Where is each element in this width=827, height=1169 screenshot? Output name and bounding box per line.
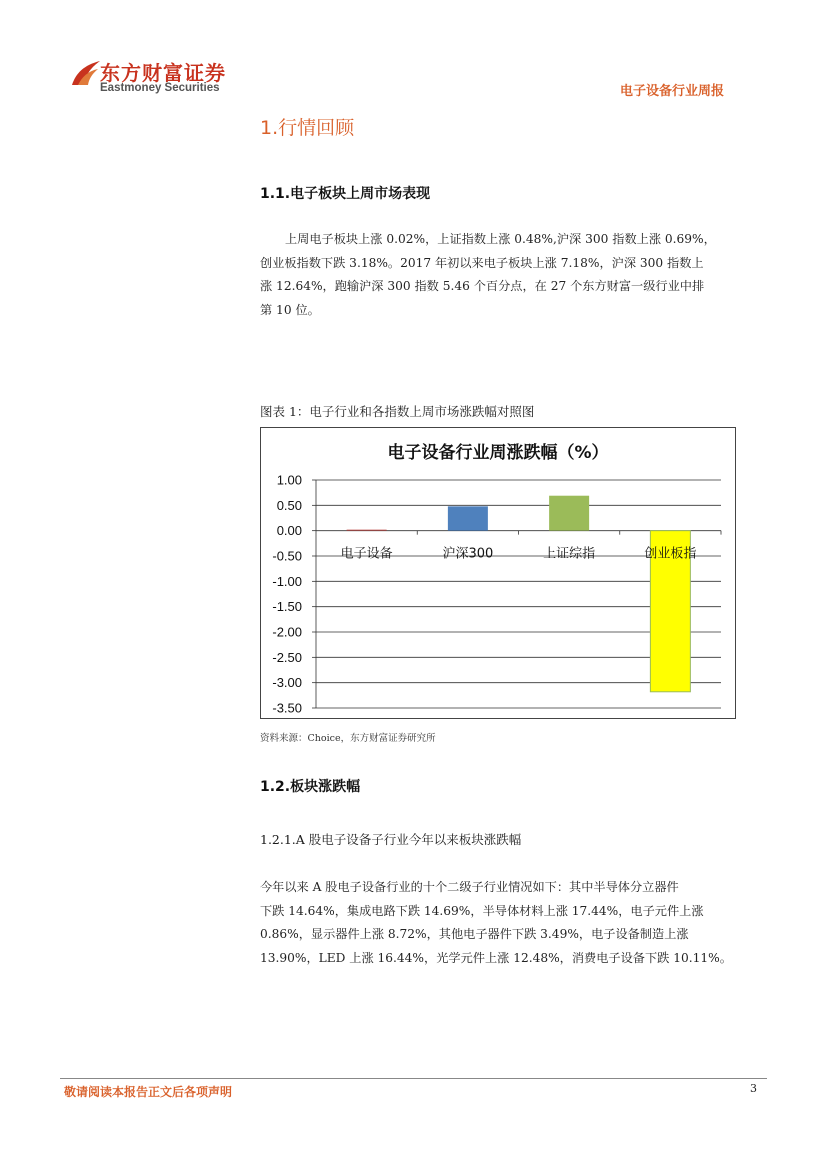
y-tick-label: -3.50 — [272, 700, 302, 716]
y-tick-label: 1.00 — [276, 472, 302, 488]
page-number: 3 — [750, 1082, 757, 1095]
chart-canvas — [261, 428, 735, 718]
paragraph-line: 13.90%，LED 上涨 16.44%，光学元件上涨 12.48%，消费电子设备下跌 10.11%。 — [260, 950, 732, 965]
market-performance-paragraph — [260, 228, 757, 322]
x-category-label: 创业板指 — [644, 546, 697, 562]
footer-disclaimer: 敬请阅读本报告正文后各项声明 — [64, 1085, 233, 1099]
sub-subsection-title: 1.2.1.A 股电子设备子行业今年以来板块涨跌幅 — [260, 832, 522, 847]
paragraph-line: 第 10 位。 — [260, 302, 320, 317]
y-tick-label: -1.00 — [272, 573, 302, 589]
subsection-title: 1.1.电子板块上周市场表现 — [260, 186, 431, 202]
paragraph-line: 涨 12.64%，跑输沪深 300 指数 5.46 个百分点，在 27 个东方财富一级行业中排 — [260, 279, 705, 293]
brand-name-en: Eastmoney Securities — [100, 82, 220, 94]
report-type-label: 电子设备行业周报 — [619, 84, 724, 99]
bar-1 — [448, 506, 488, 530]
y-tick-label: -2.00 — [272, 624, 302, 640]
y-tick-label: -2.50 — [272, 649, 302, 665]
bar-chart — [260, 427, 736, 719]
brand-name-cn: 东方财富证券 — [100, 61, 226, 85]
paragraph-line: 创业板指数下跌 3.18%。2017 年初以来电子板块上涨 7.18%，沪深 300 指数上 — [260, 255, 704, 270]
section-title: 1.行情回顾 — [260, 117, 355, 139]
figure-caption: 图表 1：电子行业和各指数上周市场涨跌幅对照图 — [260, 404, 535, 419]
bar-0 — [347, 530, 387, 531]
sub-industry-paragraph — [260, 876, 757, 970]
x-category-label: 电子设备 — [340, 546, 393, 562]
figure-source: 资料来源：Choice，东方财富证券研究所 — [260, 733, 436, 744]
y-tick-label: -1.50 — [272, 599, 302, 615]
company-logo — [70, 57, 240, 97]
footer-divider — [60, 1078, 767, 1079]
y-tick-label: -0.50 — [272, 548, 302, 564]
paragraph-line: 上周电子板块上涨 0.02%，上证指数上涨 0.48%,沪深 300 指数上涨 0.69%， — [285, 232, 716, 246]
paragraph-line: 下跌 14.64%，集成电路下跌 14.69%，半导体材料上涨 17.44%，电子元件上涨 — [260, 903, 704, 918]
eastmoney-logo-icon — [70, 59, 104, 87]
x-category-label: 沪深300 — [442, 546, 494, 562]
x-category-label: 上证综指 — [543, 546, 596, 562]
subsection-title: 1.2.板块涨跌幅 — [260, 779, 361, 795]
y-tick-label: -3.00 — [272, 675, 302, 691]
y-tick-label: 0.50 — [276, 497, 302, 513]
paragraph-line: 今年以来 A 股电子设备行业的十个二级子行业情况如下：其中半导体分立器件 — [260, 880, 679, 894]
bar-2 — [549, 496, 589, 531]
y-tick-label: 0.00 — [276, 523, 302, 539]
chart-title: 电子设备行业周涨跌幅（%） — [387, 443, 609, 463]
paragraph-line: 0.86%，显示器件上涨 8.72%，其他电子器件下跌 3.49%，电子设备制造上涨 — [260, 927, 689, 941]
